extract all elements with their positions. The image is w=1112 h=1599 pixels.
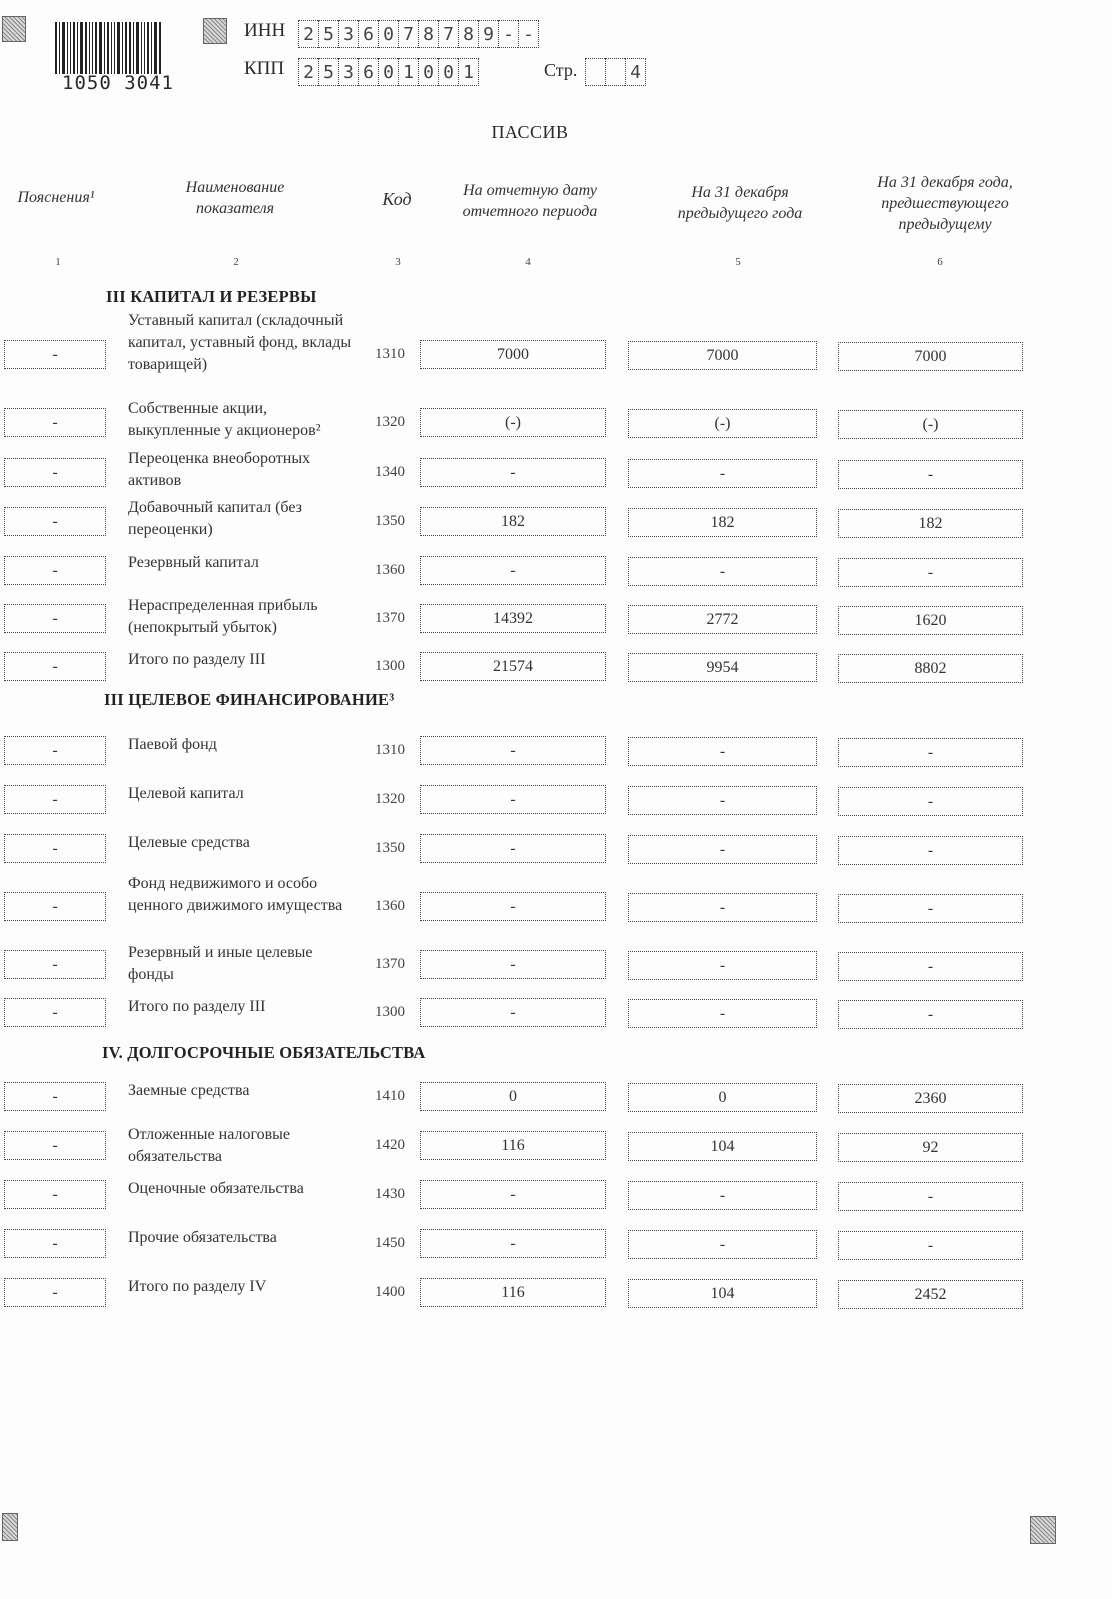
barcode-bar bbox=[67, 22, 68, 74]
value-year-before-previous[interactable]: - bbox=[838, 894, 1023, 923]
explanation-field[interactable]: - bbox=[4, 652, 106, 681]
value-previous-year[interactable]: 104 bbox=[628, 1132, 817, 1161]
corner-marker-icon bbox=[2, 16, 26, 42]
barcode-bar bbox=[95, 22, 97, 74]
indicator-code: 1410 bbox=[375, 1088, 405, 1104]
digit-cell[interactable]: 0 bbox=[378, 20, 398, 48]
indicator-name: Уставный капитал (складочный капитал, уставный фонд, вклады товарищей) bbox=[128, 312, 352, 373]
corner-marker-icon bbox=[203, 18, 227, 44]
section-title: III КАПИТАЛ И РЕЗЕРВЫ bbox=[106, 287, 317, 306]
value-year-before-previous[interactable]: - bbox=[838, 787, 1023, 816]
indicator-code: 1320 bbox=[375, 414, 405, 430]
digit-cell[interactable]: 0 bbox=[438, 58, 458, 86]
digit-cell[interactable]: 8 bbox=[418, 20, 438, 48]
value-year-before-previous[interactable]: 7000 bbox=[838, 342, 1023, 371]
value-previous-year[interactable]: - bbox=[628, 557, 817, 586]
barcode-bar bbox=[151, 22, 152, 74]
value-current-period[interactable]: - bbox=[420, 785, 606, 814]
barcode-bar bbox=[107, 22, 109, 74]
digit-cell[interactable]: 0 bbox=[378, 58, 398, 86]
value-previous-year[interactable]: 104 bbox=[628, 1279, 817, 1308]
indicator-code: 1320 bbox=[375, 791, 405, 807]
value-previous-year[interactable]: - bbox=[628, 1230, 817, 1259]
indicator-name: Итого по разделу III bbox=[128, 998, 266, 1015]
explanation-field[interactable]: - bbox=[4, 736, 106, 765]
column-number: 4 bbox=[525, 256, 531, 268]
value-year-before-previous[interactable]: - bbox=[838, 952, 1023, 981]
value-year-before-previous[interactable]: 8802 bbox=[838, 654, 1023, 683]
digit-cell[interactable]: 4 bbox=[625, 58, 646, 86]
barcode-bar bbox=[104, 22, 105, 74]
column-header-name: Наименование показателя bbox=[185, 179, 285, 217]
indicator-name: Добавочный капитал (без переоценки) bbox=[128, 499, 302, 538]
barcode-bar bbox=[77, 22, 78, 74]
page-title: ПАССИВ bbox=[491, 122, 569, 142]
barcode-bar bbox=[92, 22, 93, 74]
value-year-before-previous[interactable]: 92 bbox=[838, 1133, 1023, 1162]
value-previous-year[interactable]: - bbox=[628, 786, 817, 815]
indicator-name: Заемные средства bbox=[128, 1082, 250, 1099]
indicator-name: Нераспределенная прибыль (непокрытый убыток) bbox=[128, 597, 318, 636]
barcode-bar bbox=[141, 22, 142, 74]
indicator-code: 1360 bbox=[375, 562, 405, 578]
value-year-before-previous[interactable]: - bbox=[838, 738, 1023, 767]
indicator-name: Целевой капитал bbox=[128, 785, 244, 802]
value-current-period[interactable]: 0 bbox=[420, 1082, 606, 1111]
corner-marker-icon bbox=[2, 1513, 18, 1541]
digit-cell[interactable]: 2 bbox=[298, 58, 318, 86]
value-current-period[interactable]: - bbox=[420, 1180, 606, 1209]
digit-cell[interactable] bbox=[605, 58, 625, 86]
indicator-name: Резервный и иные целевые фонды bbox=[128, 944, 313, 983]
barcode-bar bbox=[114, 22, 115, 74]
digit-cell[interactable]: 6 bbox=[358, 20, 378, 48]
value-previous-year[interactable]: 182 bbox=[628, 508, 817, 537]
barcode-bar bbox=[144, 22, 145, 74]
value-current-period[interactable]: 7000 bbox=[420, 340, 606, 369]
barcode-bar bbox=[117, 22, 120, 74]
indicator-code: 1450 bbox=[375, 1235, 405, 1251]
barcode-bar bbox=[85, 22, 87, 74]
indicator-name: Итого по разделу IV bbox=[128, 1278, 267, 1295]
digit-cell[interactable]: 8 bbox=[458, 20, 478, 48]
value-current-period[interactable]: - bbox=[420, 998, 606, 1027]
value-previous-year[interactable]: - bbox=[628, 459, 817, 488]
barcode-bar bbox=[136, 22, 139, 74]
value-year-before-previous[interactable]: - bbox=[838, 460, 1023, 489]
barcode-bar bbox=[80, 22, 83, 74]
indicator-name: Итого по разделу III bbox=[128, 651, 266, 668]
value-current-period[interactable]: - bbox=[420, 1229, 606, 1258]
barcode-bar bbox=[133, 22, 134, 74]
digit-cell[interactable]: 1 bbox=[398, 58, 418, 86]
indicator-code: 1350 bbox=[375, 840, 405, 856]
page-label: Стр. bbox=[544, 60, 578, 80]
indicator-code: 1370 bbox=[375, 956, 405, 972]
barcode-bar bbox=[147, 22, 149, 74]
explanation-field[interactable]: - bbox=[4, 1082, 106, 1111]
column-header-current: На отчетную дату отчетного периода bbox=[462, 182, 598, 220]
value-previous-year[interactable]: 7000 bbox=[628, 341, 817, 370]
value-current-period[interactable]: - bbox=[420, 556, 606, 585]
value-year-before-previous[interactable]: 2360 bbox=[838, 1084, 1023, 1113]
value-current-period[interactable]: - bbox=[420, 736, 606, 765]
value-previous-year[interactable]: 9954 bbox=[628, 653, 817, 682]
value-previous-year[interactable]: - bbox=[628, 835, 817, 864]
digit-cell[interactable]: 1 bbox=[458, 58, 479, 86]
explanation-field[interactable]: - bbox=[4, 1229, 106, 1258]
indicator-code: 1350 bbox=[375, 513, 405, 529]
page-number-field bbox=[585, 58, 646, 86]
digit-cell[interactable]: 3 bbox=[338, 58, 358, 86]
explanation-field[interactable]: - bbox=[4, 892, 106, 921]
value-year-before-previous[interactable]: - bbox=[838, 558, 1023, 587]
column-number: 6 bbox=[937, 256, 943, 268]
column-number: 3 bbox=[395, 256, 401, 268]
indicator-name: Отложенные налоговые обязательства bbox=[128, 1126, 291, 1165]
indicator-name: Оценочные обязательства bbox=[128, 1180, 304, 1197]
section-title: III ЦЕЛЕВОЕ ФИНАНСИРОВАНИЕ³ bbox=[104, 690, 395, 709]
value-year-before-previous[interactable]: (-) bbox=[838, 410, 1023, 439]
section-title: IV. ДОЛГОСРОЧНЫЕ ОБЯЗАТЕЛЬСТВА bbox=[102, 1043, 426, 1062]
explanation-field[interactable]: - bbox=[4, 1131, 106, 1160]
value-year-before-previous[interactable]: - bbox=[838, 1182, 1023, 1211]
digit-cell[interactable]: 2 bbox=[298, 20, 318, 48]
barcode-bar bbox=[111, 22, 112, 74]
digit-cell[interactable]: 7 bbox=[438, 20, 458, 48]
explanation-field[interactable]: - bbox=[4, 950, 106, 979]
value-previous-year[interactable]: - bbox=[628, 1181, 817, 1210]
barcode-bar bbox=[62, 22, 65, 74]
indicator-name: Прочие обязательства bbox=[128, 1229, 277, 1246]
value-year-before-previous[interactable]: 1620 bbox=[838, 606, 1023, 635]
barcode-number: 1050 3041 bbox=[62, 72, 174, 94]
explanation-field[interactable]: - bbox=[4, 604, 106, 633]
explanation-field[interactable]: - bbox=[4, 507, 106, 536]
barcode-bar bbox=[59, 22, 60, 74]
explanation-field[interactable]: - bbox=[4, 834, 106, 863]
indicator-code: 1310 bbox=[375, 346, 405, 362]
explanation-field[interactable]: - bbox=[4, 785, 106, 814]
value-current-period[interactable]: - bbox=[420, 834, 606, 863]
indicator-code: 1310 bbox=[375, 742, 405, 758]
barcode-bar bbox=[70, 22, 71, 74]
value-year-before-previous[interactable]: 2452 bbox=[838, 1280, 1023, 1309]
indicator-name: Резервный капитал bbox=[128, 554, 259, 571]
indicator-name: Целевые средства bbox=[128, 834, 250, 851]
explanation-field[interactable]: - bbox=[4, 408, 106, 437]
value-current-period[interactable]: 116 bbox=[420, 1278, 606, 1307]
digit-cell[interactable]: 3 bbox=[338, 20, 358, 48]
value-previous-year[interactable]: (-) bbox=[628, 409, 817, 438]
barcode-bar bbox=[122, 22, 123, 74]
indicator-name: Фонд недвижимого и особо ценного движимого имущества bbox=[128, 875, 343, 914]
barcode-bar bbox=[159, 22, 161, 74]
column-number: 5 bbox=[735, 256, 741, 268]
indicator-code: 1360 bbox=[375, 898, 405, 914]
indicator-code: 1420 bbox=[375, 1137, 405, 1153]
value-previous-year[interactable]: - bbox=[628, 737, 817, 766]
barcode-bar bbox=[55, 22, 57, 74]
indicator-code: 1300 bbox=[375, 1004, 405, 1020]
value-current-period[interactable]: 14392 bbox=[420, 604, 606, 633]
value-previous-year[interactable]: - bbox=[628, 951, 817, 980]
value-year-before-previous[interactable]: - bbox=[838, 1000, 1023, 1029]
digit-cell[interactable]: 0 bbox=[418, 58, 438, 86]
inn-label: ИНН bbox=[244, 20, 286, 41]
digit-cell[interactable]: 6 bbox=[358, 58, 378, 86]
column-header-before-previous: На 31 декабря года, предшествующего предыдущему bbox=[877, 174, 1013, 233]
column-number: 2 bbox=[233, 256, 239, 268]
column-header-explanations: Пояснения¹ bbox=[17, 189, 95, 206]
inn-field bbox=[298, 20, 539, 48]
indicator-name: Переоценка внеоборотных активов bbox=[128, 450, 311, 489]
indicator-name: Собственные акции, выкупленные у акционеров² bbox=[128, 400, 321, 439]
value-previous-year[interactable]: - bbox=[628, 893, 817, 922]
value-current-period[interactable]: 21574 bbox=[420, 652, 606, 681]
barcode-bar bbox=[125, 22, 127, 74]
value-year-before-previous[interactable]: - bbox=[838, 836, 1023, 865]
value-previous-year[interactable]: 0 bbox=[628, 1083, 817, 1112]
value-current-period[interactable]: - bbox=[420, 458, 606, 487]
value-current-period[interactable]: - bbox=[420, 950, 606, 979]
indicator-code: 1300 bbox=[375, 658, 405, 674]
digit-cell[interactable]: 7 bbox=[398, 20, 418, 48]
barcode-bar bbox=[73, 22, 75, 74]
indicator-name: Паевой фонд bbox=[128, 736, 217, 753]
indicator-code: 1400 bbox=[375, 1284, 405, 1300]
digit-cell[interactable] bbox=[585, 58, 605, 86]
barcode-icon bbox=[55, 22, 180, 74]
column-number: 1 bbox=[55, 256, 61, 268]
explanation-field[interactable]: - bbox=[4, 1278, 106, 1307]
barcode-bar bbox=[129, 22, 131, 74]
kpp-field bbox=[298, 58, 479, 86]
value-year-before-previous[interactable]: 182 bbox=[838, 509, 1023, 538]
explanation-field[interactable]: - bbox=[4, 340, 106, 369]
value-current-period[interactable]: 182 bbox=[420, 507, 606, 536]
digit-cell[interactable]: - bbox=[518, 20, 539, 48]
explanation-field[interactable]: - bbox=[4, 458, 106, 487]
digit-cell[interactable]: - bbox=[498, 20, 518, 48]
barcode-bar bbox=[154, 22, 157, 74]
digit-cell[interactable]: 9 bbox=[478, 20, 498, 48]
digit-cell[interactable]: 5 bbox=[318, 58, 338, 86]
explanation-field[interactable]: - bbox=[4, 556, 106, 585]
kpp-label: КПП bbox=[244, 58, 285, 79]
value-current-period[interactable]: - bbox=[420, 892, 606, 921]
corner-marker-icon bbox=[1030, 1516, 1056, 1544]
value-previous-year[interactable]: 2772 bbox=[628, 605, 817, 634]
value-current-period[interactable]: 116 bbox=[420, 1131, 606, 1160]
column-header-previous: На 31 декабря предыдущего года bbox=[677, 184, 803, 222]
value-current-period[interactable]: (-) bbox=[420, 408, 606, 437]
barcode-bar bbox=[99, 22, 102, 74]
indicator-code: 1370 bbox=[375, 610, 405, 626]
explanation-field[interactable]: - bbox=[4, 1180, 106, 1209]
explanation-field[interactable]: - bbox=[4, 998, 106, 1027]
value-year-before-previous[interactable]: - bbox=[838, 1231, 1023, 1260]
indicator-code: 1430 bbox=[375, 1186, 405, 1202]
value-previous-year[interactable]: - bbox=[628, 999, 817, 1028]
digit-cell[interactable]: 5 bbox=[318, 20, 338, 48]
barcode-bar bbox=[89, 22, 90, 74]
column-header-code: Код bbox=[382, 189, 412, 209]
indicator-code: 1340 bbox=[375, 464, 405, 480]
